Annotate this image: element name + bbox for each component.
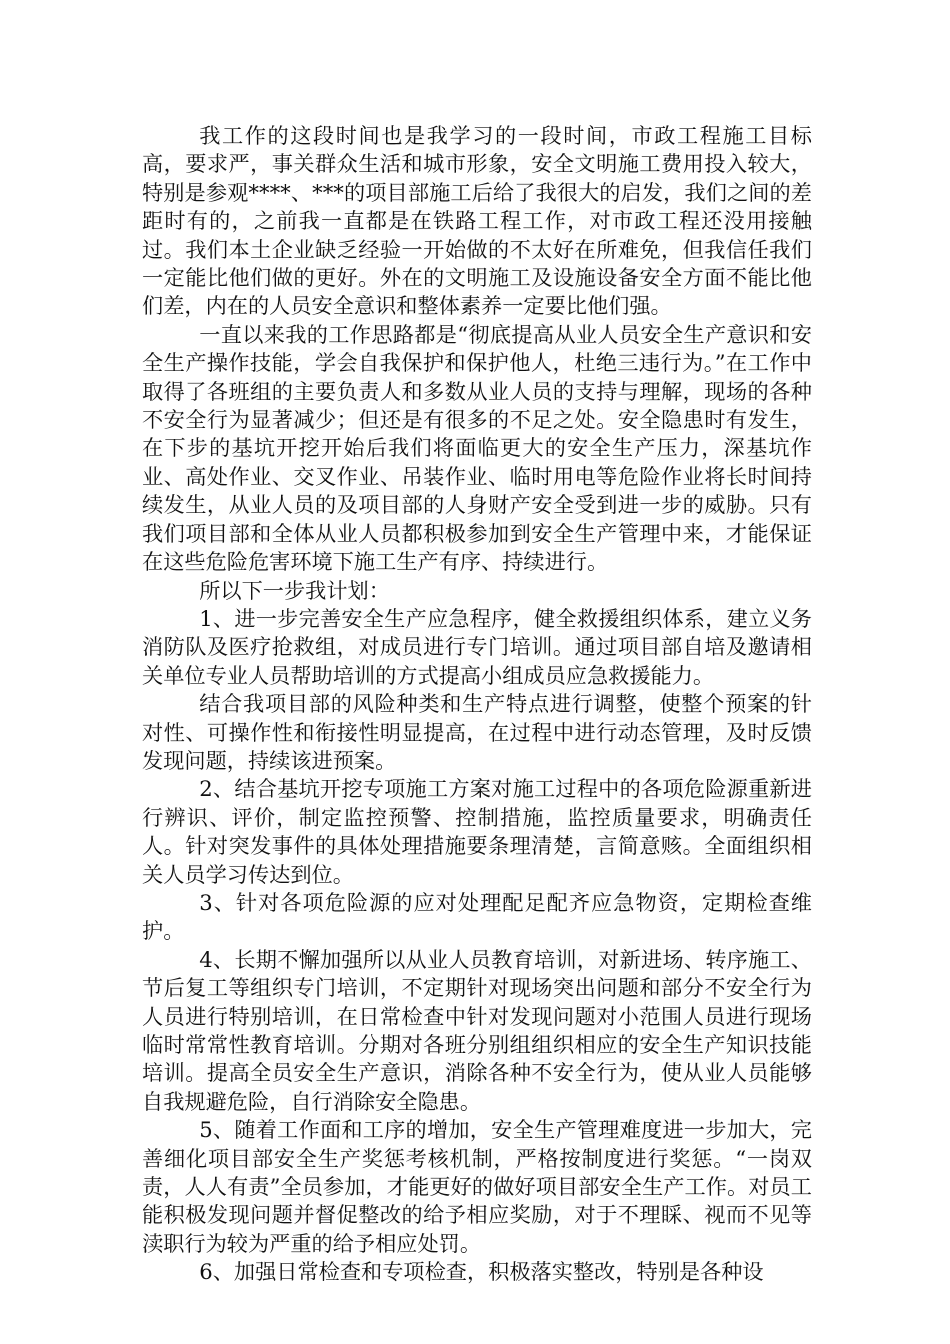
paragraph-intro: 我工作的这段时间也是我学习的一段时间，市政工程施工目标高，要求严，事关群众生活和城市形象，安全文明施工费用投入较大，特别是参观****、***的项目部施工后给了我很大的启发，我们之间的差距时有的，之前我一直都是在铁路工程工作，对市政工程还没用接触过。我们本土企业缺乏经验一开始做的不太好在所难免，但我信任我们一定能比他们做的更好。外在的文明施工及设施设备安全方面不能比他们差，内在的人员安全意识和整体素养一定要比他们强。 <box>142 123 812 319</box>
paragraph-plan-item-2: 2、结合基坑开挖专项施工方案对施工过程中的各项危险源重新进行辨识、评价，制定监控预警、控制措施，监控质量要求，明确责任人。针对突发事件的具体处理措施要条理清楚，言简意赅。全面组织相关人员学习传达到位。 <box>142 776 812 887</box>
paragraph-plan-item-4: 4、长期不懈加强所以从业人员教育培训，对新进场、转序施工、节后复工等组织专门培训，不定期针对现场突出问题和部分不安全行为人员进行特别培训，在日常检查中针对发现问题对小范围人员进行现场临时常常性教育培训。分期对各班分别组组织相应的安全生产知识技能培训。提高全员安全生产意识，消除各种不安全行为，使从业人员能够自我规避危险，自行消除安全隐患。 <box>142 946 812 1114</box>
paragraph-plan-item-1-adjust: 结合我项目部的风险种类和生产特点进行调整，使整个预案的针对性、可操作性和衔接性明显提高，在过程中进行动态管理，及时反馈发现问题，持续该进预案。 <box>142 691 812 773</box>
paragraph-plan-item-1: 1、进一步完善安全生产应急程序，健全救援组织体系，建立义务消防队及医疗抢救组，对成员进行专门培训。通过项目部自培及邀请相关单位专业人员帮助培训的方式提高小组成员应急救援能力。 <box>142 605 812 688</box>
paragraph-plan-item-6: 6、加强日常检查和专项检查，积极落实整改，特别是各种设 <box>199 1259 764 1285</box>
paragraph-plan-heading: 所以下一步我计划： <box>199 577 390 603</box>
paragraph-plan-item-3: 3、针对各项危险源的应对处理配足配齐应急物资，定期检查维护。 <box>142 889 812 944</box>
paragraph-work-approach: 一直以来我的工作思路都是“彻底提高从业人员安全生产意识和安全生产操作技能，学会自我保护和保护他人，杜绝三违行为。”在工作中取得了各班组的主要负责人和多数从业人员的支持与理解，现场的各种不安全行为显著减少；但还是有很多的不足之处。安全隐患时有发生，在下步的基坑开挖开始后我们将面临更大的安全生产压力，深基坑作业、高处作业、交叉作业、吊装作业、临时用电等危险作业将长时间持续发生，从业人员的及项目部的人身财产安全受到进一步的威胁。只有我们项目部和全体从业人员都积极参加到安全生产管理中来，才能保证在这些危险危害环境下施工生产有序、持续进行。 <box>142 321 812 575</box>
paragraph-plan-item-5: 5、随着工作面和工序的增加，安全生产管理难度进一步加大，完善细化项目部安全生产奖惩考核机制，严格按制度进行奖惩。“一岗双责，人人有责”全员参加，才能更好的做好项目部安全生产工作。对员工能积极发现问题并督促整改的给予相应奖励，对于不理睬、视而不见等渎职行为较为严重的给予相应处罚。 <box>142 1117 812 1256</box>
document-body <box>142 122 812 1287</box>
